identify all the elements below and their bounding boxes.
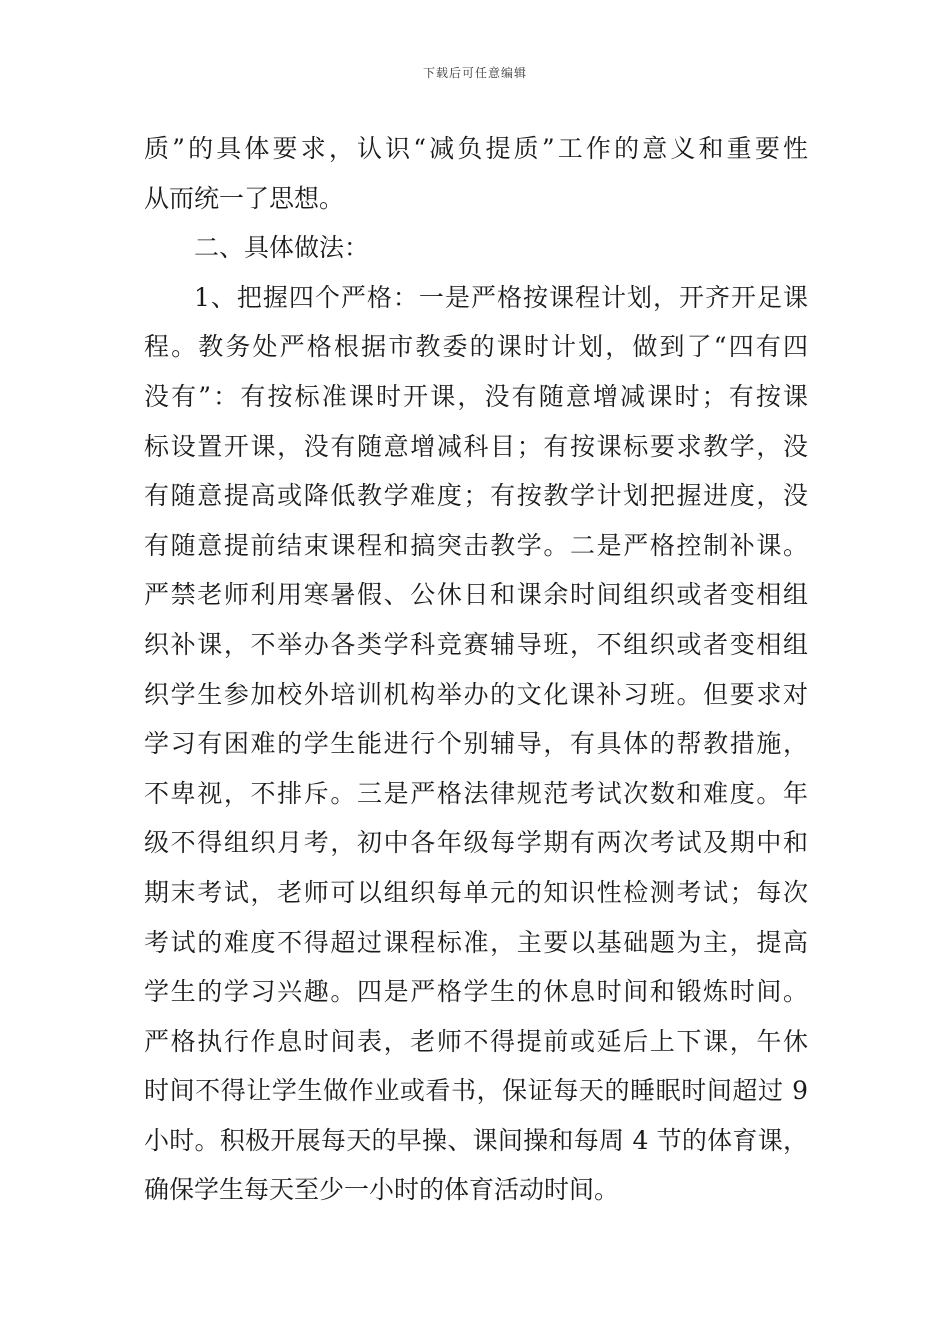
text-line: 1、把握四个严格：一是严格按课程计划，开齐开足课	[194, 282, 808, 312]
text-line: 有随意提前结束课程和搞突击教学。二是严格控制补课。	[144, 530, 808, 560]
text-line: 确保学生每天至少一小时的体育活动时间。	[144, 1175, 620, 1205]
text-line: 织补课，不举办各类学科竞赛辅导班，不组织或者变相组	[144, 629, 808, 659]
text-line: 质”的具体要求，认识“减负提质”工作的意义和重要性	[144, 134, 808, 163]
text-line: 学习有困难的学生能进行个别辅导，有具体的帮教措施，	[144, 729, 808, 759]
text-line: 程。教务处严格根据市教委的课时计划，做到了“四有四	[144, 332, 808, 362]
text-line: 学生的学习兴趣。四是严格学生的休息时间和锻炼时间。	[144, 977, 808, 1007]
text-line: 期末考试，老师可以组织每单元的知识性检测考试；每次	[144, 877, 808, 907]
text-line: 标设置开课，没有随意增减科目；有按课标要求教学，没	[144, 431, 808, 461]
text-line: 严禁老师利用寒暑假、公休日和课余时间组织或者变相组	[144, 580, 808, 610]
text-line: 从而统一了思想。	[144, 183, 345, 213]
text-line: 有随意提高或降低教学难度；有按教学计划把握进度，没	[144, 481, 808, 511]
document-body	[144, 124, 808, 1215]
text-line: 不卑视，不排斥。三是严格法律规范考试次数和难度。年	[144, 778, 808, 808]
text-line: 级不得组织月考，初中各年级每学期有两次考试及期中和	[144, 828, 808, 858]
text-line: 时间不得让学生做作业或看书，保证每天的睡眠时间超过 9	[144, 1076, 808, 1106]
text-line: 考试的难度不得超过课程标准，主要以基础题为主，提高	[144, 927, 808, 957]
page-header: 下载后可任意编辑	[422, 66, 527, 80]
text-line: 织学生参加校外培训机构举办的文化课补习班。但要求对	[144, 679, 808, 709]
text-line: 严格执行作息时间表，老师不得提前或延后上下课，午休	[144, 1026, 808, 1056]
text-line: 小时。积极开展每天的早操、课间操和每周 4 节的体育课，	[144, 1125, 808, 1155]
section-heading: 二、具体做法：	[194, 233, 370, 263]
text-line: 没有”：有按标准课时开课，没有随意增减课时；有按课	[144, 381, 808, 411]
